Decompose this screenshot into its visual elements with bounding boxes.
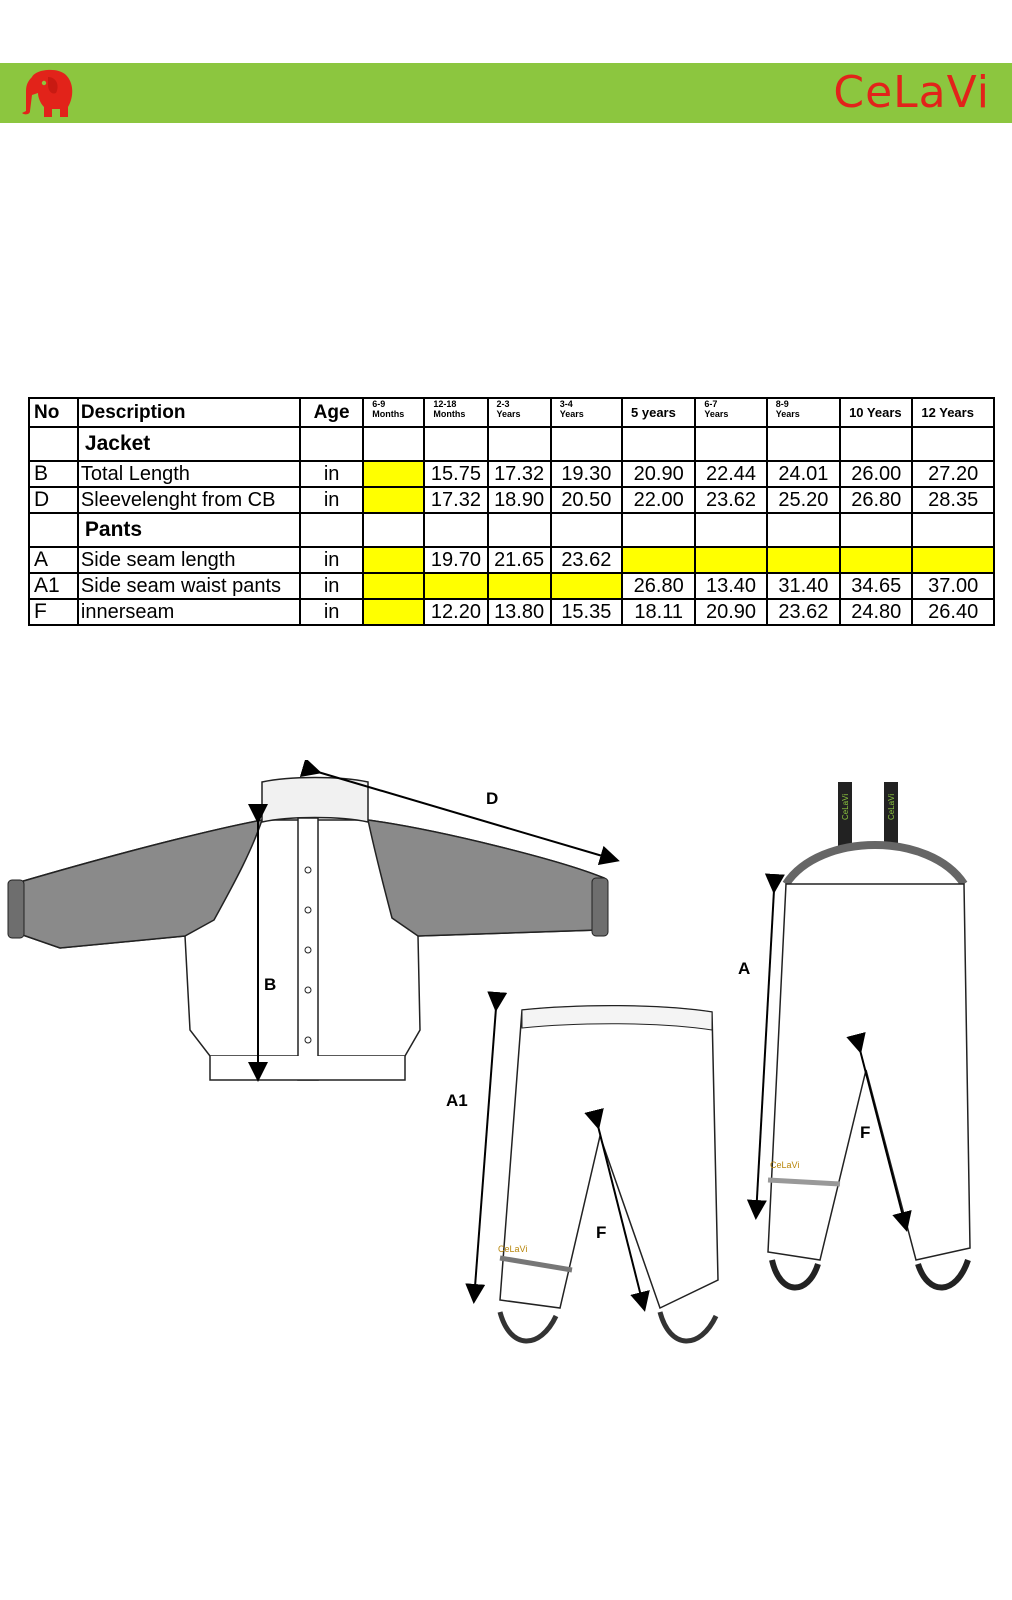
size-value-cell: 20.90 xyxy=(695,599,766,625)
size-value-cell: 21.65 xyxy=(488,547,551,573)
size-value-cell: 20.90 xyxy=(622,461,695,487)
header-description: Description xyxy=(78,398,300,427)
size-value-cell xyxy=(363,573,424,599)
size-chart-table xyxy=(28,397,995,626)
row-unit: in xyxy=(300,461,363,487)
section-pants-label: Pants xyxy=(78,513,300,547)
size-value-cell: 19.70 xyxy=(424,547,487,573)
size-value-cell: 15.75 xyxy=(424,461,487,487)
table-row xyxy=(29,573,994,599)
size-value-cell: 34.65 xyxy=(840,573,912,599)
row-code: B xyxy=(29,461,78,487)
size-value-cell: 24.80 xyxy=(840,599,912,625)
size-value-cell: 17.32 xyxy=(424,487,487,513)
label-jacket-d: D xyxy=(486,789,499,808)
label-pants-a1: A1 xyxy=(446,1091,468,1110)
row-description: Side seam waist pants xyxy=(78,573,300,599)
size-value-cell xyxy=(363,599,424,625)
size-value-cell: 25.20 xyxy=(767,487,840,513)
table-row xyxy=(29,487,994,513)
label-pants-f: F xyxy=(596,1223,607,1242)
table-header-row xyxy=(29,398,994,427)
size-value-cell: 26.40 xyxy=(912,599,994,625)
brand-header-bar xyxy=(0,63,1012,123)
table-row xyxy=(29,547,994,573)
size-value-cell: 22.44 xyxy=(695,461,766,487)
size-value-cell: 26.80 xyxy=(622,573,695,599)
size-value-cell xyxy=(488,573,551,599)
size-value-cell xyxy=(363,487,424,513)
size-value-cell: 15.35 xyxy=(551,599,622,625)
bib-brand-tag: CeLaVi xyxy=(770,1160,800,1170)
size-value-cell: 18.90 xyxy=(488,487,551,513)
row-unit: in xyxy=(300,547,363,573)
size-value-cell xyxy=(912,547,994,573)
size-value-cell xyxy=(551,573,622,599)
pants-illustration xyxy=(446,1006,718,1341)
header-age-5-years: 5 years xyxy=(622,398,695,427)
size-value-cell xyxy=(840,547,912,573)
size-value-cell: 19.30 xyxy=(551,461,622,487)
size-value-cell: 37.00 xyxy=(912,573,994,599)
row-unit: in xyxy=(300,487,363,513)
pants-brand-tag: CeLaVi xyxy=(498,1244,528,1254)
row-code: D xyxy=(29,487,78,513)
size-value-cell xyxy=(424,573,487,599)
size-value-cell: 23.62 xyxy=(551,547,622,573)
header-age-3-4-years: 3-4 Years xyxy=(551,398,622,427)
size-value-cell: 26.80 xyxy=(840,487,912,513)
header-age-10-years: 10 Years xyxy=(840,398,912,427)
size-value-cell: 24.01 xyxy=(767,461,840,487)
size-value-cell xyxy=(695,547,766,573)
header-age-6-9-months: 6-9 Months xyxy=(363,398,424,427)
size-value-cell: 26.00 xyxy=(840,461,912,487)
size-value-cell xyxy=(363,547,424,573)
row-code: F xyxy=(29,599,78,625)
size-value-cell: 17.32 xyxy=(488,461,551,487)
size-value-cell: 18.11 xyxy=(622,599,695,625)
row-unit: in xyxy=(300,599,363,625)
row-code: A1 xyxy=(29,573,78,599)
size-value-cell: 31.40 xyxy=(767,573,840,599)
size-value-cell xyxy=(363,461,424,487)
size-value-cell: 13.40 xyxy=(695,573,766,599)
row-description: Total Length xyxy=(78,461,300,487)
table-row xyxy=(29,461,994,487)
strap-brand-right: CeLaVi xyxy=(887,793,896,820)
section-row-pants xyxy=(29,513,994,547)
header-age-6-7-years: 6-7 Years xyxy=(695,398,766,427)
size-value-cell: 23.62 xyxy=(695,487,766,513)
size-value-cell: 22.00 xyxy=(622,487,695,513)
size-value-cell: 28.35 xyxy=(912,487,994,513)
table-row xyxy=(29,599,994,625)
garment-measurement-drawing xyxy=(0,760,1012,1380)
size-value-cell: 27.20 xyxy=(912,461,994,487)
size-value-cell: 12.20 xyxy=(424,599,487,625)
row-description: innerseam xyxy=(78,599,300,625)
section-jacket-label: Jacket xyxy=(78,427,300,461)
header-age-12-18-months: 12-18 Months xyxy=(424,398,487,427)
size-value-cell: 13.80 xyxy=(488,599,551,625)
size-value-cell xyxy=(622,547,695,573)
bib-pants-illustration xyxy=(738,782,970,1288)
header-age-8-9-years: 8-9 Years xyxy=(767,398,840,427)
header-age-12-years: 12 Years xyxy=(912,398,994,427)
header-no: No xyxy=(29,398,78,427)
elephant-icon xyxy=(14,67,86,119)
size-value-cell: 23.62 xyxy=(767,599,840,625)
row-code: A xyxy=(29,547,78,573)
row-description: Side seam length xyxy=(78,547,300,573)
row-unit: in xyxy=(300,573,363,599)
size-value-cell: 20.50 xyxy=(551,487,622,513)
header-age-2-3-years: 2-3 Years xyxy=(488,398,551,427)
size-value-cell xyxy=(767,547,840,573)
header-age: Age xyxy=(300,398,363,427)
strap-brand-left: CeLaVi xyxy=(841,793,850,820)
label-bib-a: A xyxy=(738,959,751,978)
row-description: Sleevelenght from CB xyxy=(78,487,300,513)
brand-logo-text: CeLaVi xyxy=(833,67,990,118)
label-bib-f: F xyxy=(860,1123,871,1142)
label-jacket-b: B xyxy=(264,975,277,994)
section-row-jacket xyxy=(29,427,994,461)
